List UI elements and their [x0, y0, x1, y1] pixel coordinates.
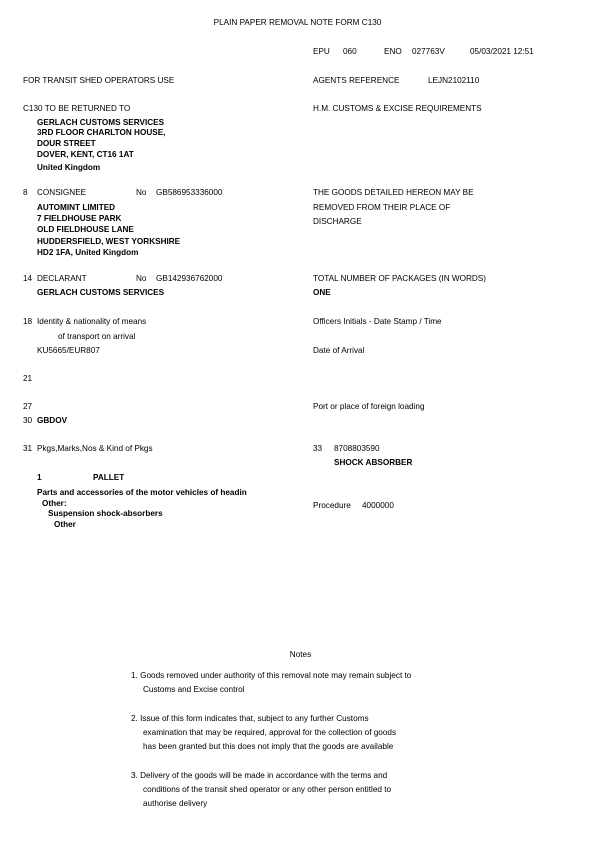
goods-description-line: Parts and accessories of the motor vehicles of headin [37, 488, 247, 497]
transport-label-continued: of transport on arrival [58, 332, 136, 341]
note-3-line: 3. Delivery of the goods will be made in accordance with the terms and [131, 771, 388, 780]
commodity-code: 8708803590 [334, 444, 380, 453]
officers-label: Officers Initials - Date Stamp / Time [313, 317, 442, 326]
consignee-no-value: GB586953336000 [156, 188, 223, 197]
epu-label: EPU [313, 47, 330, 56]
epu-value: 060 [343, 47, 357, 56]
note-3-line: conditions of the transit shed operator or any other person entitled to [143, 785, 392, 794]
consignee-address-line: HUDDERSFIELD, WEST YORKSHIRE [37, 237, 181, 246]
transport-value: KU5665/EUR807 [37, 346, 100, 355]
agents-ref-value: LEJN2102110 [428, 76, 480, 85]
transport-label: Identity & nationality of means [37, 317, 147, 326]
declarant-label: DECLARANT [37, 274, 87, 283]
declarant-name: GERLACH CUSTOMS SERVICES [37, 288, 165, 297]
removal-statement-line: DISCHARGE [313, 217, 362, 226]
box-27-number: 27 [23, 402, 33, 411]
transit-shed-heading: FOR TRANSIT SHED OPERATORS USE [23, 76, 175, 85]
eno-value: 027763V [412, 47, 445, 56]
procedure-label: Procedure [313, 501, 351, 510]
date-arrival-label: Date of Arrival [313, 346, 365, 355]
return-address-line: 3RD FLOOR CHARLTON HOUSE, [37, 128, 166, 137]
package-quantity: 1 [37, 473, 42, 482]
removal-statement-line: THE GOODS DETAILED HEREON MAY BE [313, 188, 474, 197]
box-31-number: 31 [23, 444, 33, 453]
goods-description-line: Other: [42, 499, 67, 508]
return-address-line: DOVER, KENT, CT16 1AT [37, 150, 134, 159]
declarant-box-number: 14 [23, 274, 33, 283]
consignee-address-line: OLD FIELDHOUSE LANE [37, 225, 134, 234]
consignee-address-line: AUTOMINT LIMITED [37, 203, 116, 212]
box-33-number: 33 [313, 444, 323, 453]
hmce-heading: H.M. CUSTOMS & EXCISE REQUIREMENTS [313, 104, 482, 113]
packages-words-label: TOTAL NUMBER OF PACKAGES (IN WORDS) [313, 274, 487, 283]
return-address-line: United Kingdom [37, 163, 101, 172]
note-3-line: authorise delivery [143, 799, 208, 808]
box-30-value: GBDOV [37, 416, 68, 425]
foreign-loading-label: Port or place of foreign loading [313, 402, 425, 411]
return-label: C130 TO BE RETURNED TO [23, 104, 131, 113]
procedure-value: 4000000 [362, 501, 394, 510]
declarant-no-value: GB142936762000 [156, 274, 223, 283]
note-2-line: examination that may be required, approval for the collection of goods [143, 728, 397, 737]
commodity-description: SHOCK ABSORBER [334, 458, 413, 467]
return-address-line: GERLACH CUSTOMS SERVICES [37, 118, 165, 127]
note-1-line: Customs and Excise control [143, 685, 245, 694]
note-1-line: 1. Goods removed under authority of this removal note may remain subject to [131, 671, 412, 680]
goods-description-line: Suspension shock-absorbers [48, 509, 163, 518]
box-31-label: Pkgs,Marks,Nos & Kind of Pkgs [37, 444, 153, 453]
note-2-line: 2. Issue of this form indicates that, subject to any further Customs [131, 714, 369, 723]
box-30-number: 30 [23, 416, 33, 425]
return-address-line: DOUR STREET [37, 139, 96, 148]
consignee-box-number: 8 [23, 188, 28, 197]
eno-label: ENO [384, 47, 402, 56]
declarant-no-label: No [136, 274, 147, 283]
datetime: 05/03/2021 12:51 [470, 47, 534, 56]
box-21-number: 21 [23, 374, 33, 383]
consignee-address-line: HD2 1FA, United Kingdom [37, 248, 139, 257]
consignee-address-line: 7 FIELDHOUSE PARK [37, 214, 122, 223]
form-title: PLAIN PAPER REMOVAL NOTE FORM C130 [213, 18, 382, 27]
transport-box-number: 18 [23, 317, 33, 326]
removal-statement-line: REMOVED FROM THEIR PLACE OF [313, 203, 451, 212]
goods-description-line: Other [54, 520, 76, 529]
agents-ref-label: AGENTS REFERENCE [313, 76, 400, 85]
consignee-no-label: No [136, 188, 147, 197]
notes-heading: Notes [289, 650, 312, 659]
packages-words-value: ONE [313, 288, 331, 297]
consignee-label: CONSIGNEE [37, 188, 87, 197]
note-2-line: has been granted but this does not imply that the goods are available [143, 742, 394, 751]
package-kind: PALLET [93, 473, 125, 482]
